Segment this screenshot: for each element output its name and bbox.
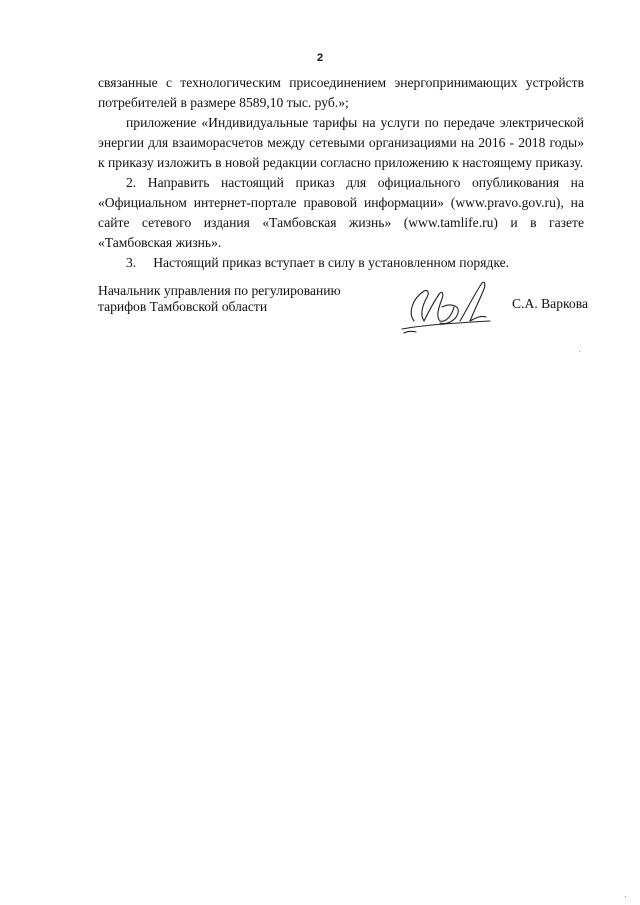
scan-speck — [625, 896, 626, 897]
paragraph-publication: 2. Направить настоящий приказ для официального опубликования на «Официальном интернет-портале правовой информации» (www.pravo.gov.ru), на сайте сетевого издания «Тамбовская жизнь» (www.tamlife.ru) и в газете «Тамбовская жизнь». — [98, 175, 584, 250]
signatory-title-line2: тарифов Тамбовской области — [98, 299, 268, 314]
handwritten-signature — [394, 277, 504, 339]
signatory-title-line1: Начальник управления по регулированию — [98, 283, 341, 298]
paragraph-appendix: приложение «Индивидуальные тарифы на услуги по передаче электрической энергии для взаиморасчетов между сетевыми организациями на 2016 - 2018 годы» к приказу изложить в новой редакции согласно приложению к настоящему приказу. — [98, 115, 584, 170]
signatory-name: С.А. Варкова — [512, 296, 588, 311]
document-body — [98, 73, 584, 273]
paragraph-effective: 3. Настоящий приказ вступает в силу в установленном порядке. — [126, 255, 510, 270]
scan-speck — [579, 351, 580, 352]
page-number: 2 — [316, 52, 324, 64]
signature-block — [98, 283, 588, 343]
signatory-title — [98, 283, 341, 315]
paragraph-continuation: связанные с технологическим присоединением энергопринимающих устройств потребителей в размере 8589,10 тыс. руб.»; — [98, 75, 584, 110]
